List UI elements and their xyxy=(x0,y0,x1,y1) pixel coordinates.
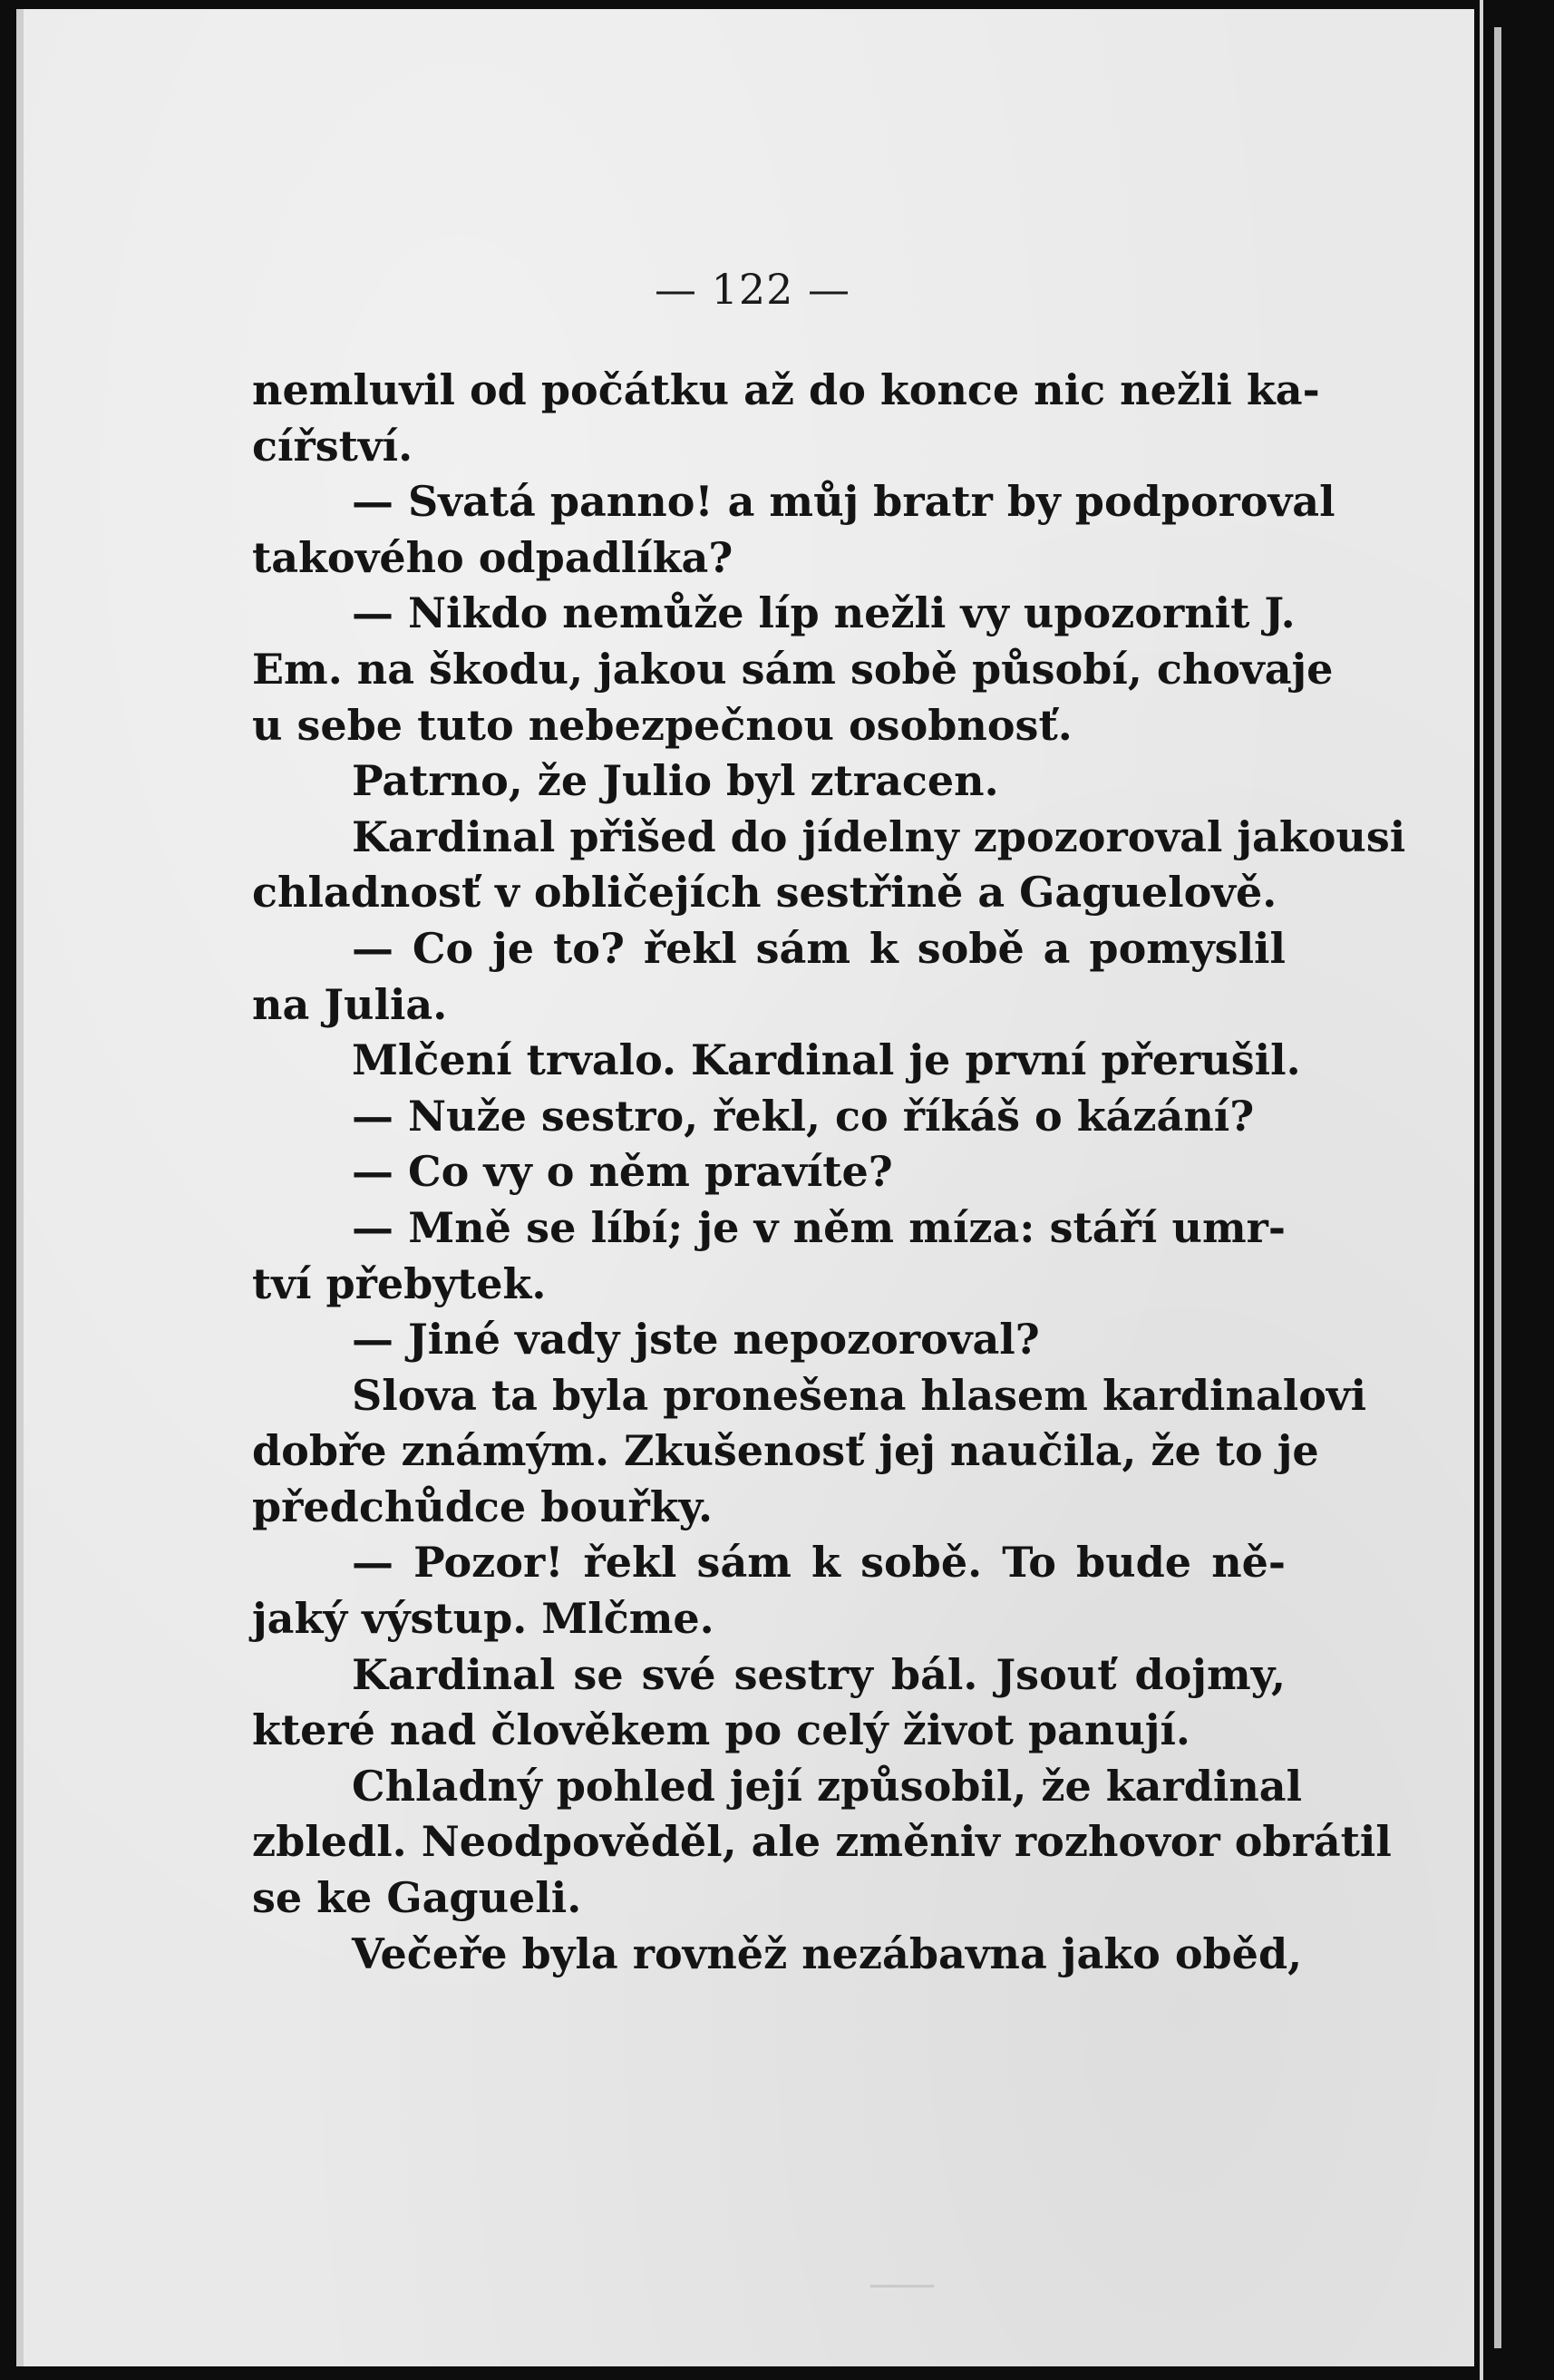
text-line xyxy=(252,1535,1286,1591)
text-line xyxy=(252,810,1406,866)
text-line xyxy=(252,1591,1286,1647)
text-line xyxy=(252,1200,1286,1257)
text-line xyxy=(252,530,1286,587)
text-line xyxy=(252,642,1334,698)
text-line-content: Em. na škodu, jakou sám sobě působí, chovaje xyxy=(252,644,1334,694)
text-line-content: Chladný pohled její způsobil, že kardinal xyxy=(352,1761,1303,1811)
page-smudge xyxy=(870,2285,934,2288)
text-line-content: Kardinal přišed do jídelny zpozoroval jakousi xyxy=(352,811,1406,861)
text-line-content: chladnosť v obličejích sestřině a Gaguelově. xyxy=(252,868,1277,918)
text-line-content: — Co vy o něm pravíte? xyxy=(352,1147,893,1197)
text-line xyxy=(252,1927,1303,1983)
text-line-content: předchůdce bouřky. xyxy=(252,1481,714,1531)
page-number: — 122 — xyxy=(654,265,851,314)
text-line-content: které nad člověkem po celý život panují. xyxy=(252,1705,1190,1755)
text-line xyxy=(252,1144,1286,1200)
text-line xyxy=(252,419,1286,475)
page-edge-strip xyxy=(1494,27,1501,2348)
text-line xyxy=(252,1312,1286,1368)
text-line-content: u sebe tuto nebezpečnou osobnosť. xyxy=(252,700,1073,750)
text-line-content: cířství. xyxy=(252,421,413,471)
text-line-content: — Nikdo nemůže líp nežli vy upozornit J. xyxy=(352,588,1296,638)
text-line-content: Patrno, že Julio byl ztracen. xyxy=(352,756,999,806)
text-line-content: — Mně se líbí; je v něm míza: stáří umr- xyxy=(352,1202,1286,1252)
text-line xyxy=(252,921,1286,977)
text-line-content: — Pozor! řekl sám k sobě. To bude ně- xyxy=(352,1538,1286,1588)
text-line xyxy=(252,1033,1301,1089)
text-line-content: tví přebytek. xyxy=(252,1258,547,1308)
text-line xyxy=(252,698,1286,754)
text-line xyxy=(252,1647,1286,1704)
text-line-content: — Nuže sestro, řekl, co říkáš o kázání? xyxy=(352,1091,1255,1141)
text-line-content: se ke Gagueli. xyxy=(252,1873,582,1923)
text-line-content: Kardinal se své sestry bál. Jsouť dojmy, xyxy=(352,1649,1286,1699)
text-line-content: Slova ta byla pronešena hlasem kardinalovi xyxy=(352,1370,1367,1420)
text-line xyxy=(252,977,1286,1034)
text-line-content: — Jiné vady jste nepozoroval? xyxy=(352,1315,1040,1365)
text-line-content: — Svatá panno! a můj bratr by podporoval xyxy=(352,477,1335,527)
text-line xyxy=(252,586,1296,642)
text-line-content: Večeře byla rovněž nezábavna jako oběd, xyxy=(352,1928,1303,1978)
text-line-content: zbledl. Neodpověděl, ale změniv rozhovor obrátil xyxy=(252,1817,1392,1867)
text-line xyxy=(252,1480,1286,1536)
text-line-content: takového odpadlíka? xyxy=(252,532,733,582)
text-line-content: jaký výstup. Mlčme. xyxy=(252,1594,714,1644)
text-line xyxy=(252,753,1286,810)
text-line xyxy=(252,1368,1367,1424)
text-line xyxy=(252,1870,1286,1927)
text-line xyxy=(252,1089,1286,1145)
text-line-content: na Julia. xyxy=(252,979,448,1029)
text-line-content: Mlčení trvalo. Kardinal je první přerušil. xyxy=(352,1035,1301,1085)
text-line xyxy=(252,1759,1303,1815)
text-line xyxy=(252,1814,1392,1870)
page-edge-line xyxy=(1480,0,1483,2380)
text-line xyxy=(252,1257,1286,1313)
text-line xyxy=(252,1423,1319,1480)
text-line xyxy=(252,363,1320,419)
text-line xyxy=(252,1703,1286,1759)
text-line xyxy=(252,474,1335,530)
body-text xyxy=(252,363,1406,1982)
text-line xyxy=(252,865,1286,921)
text-line-content: — Co je to? řekl sám k sobě a pomyslil xyxy=(352,923,1286,973)
text-line-content: dobře známým. Zkušenosť jej naučila, že to je xyxy=(252,1426,1319,1476)
text-line-content: nemluvil od počátku až do konce nic nežli ka- xyxy=(252,365,1320,414)
